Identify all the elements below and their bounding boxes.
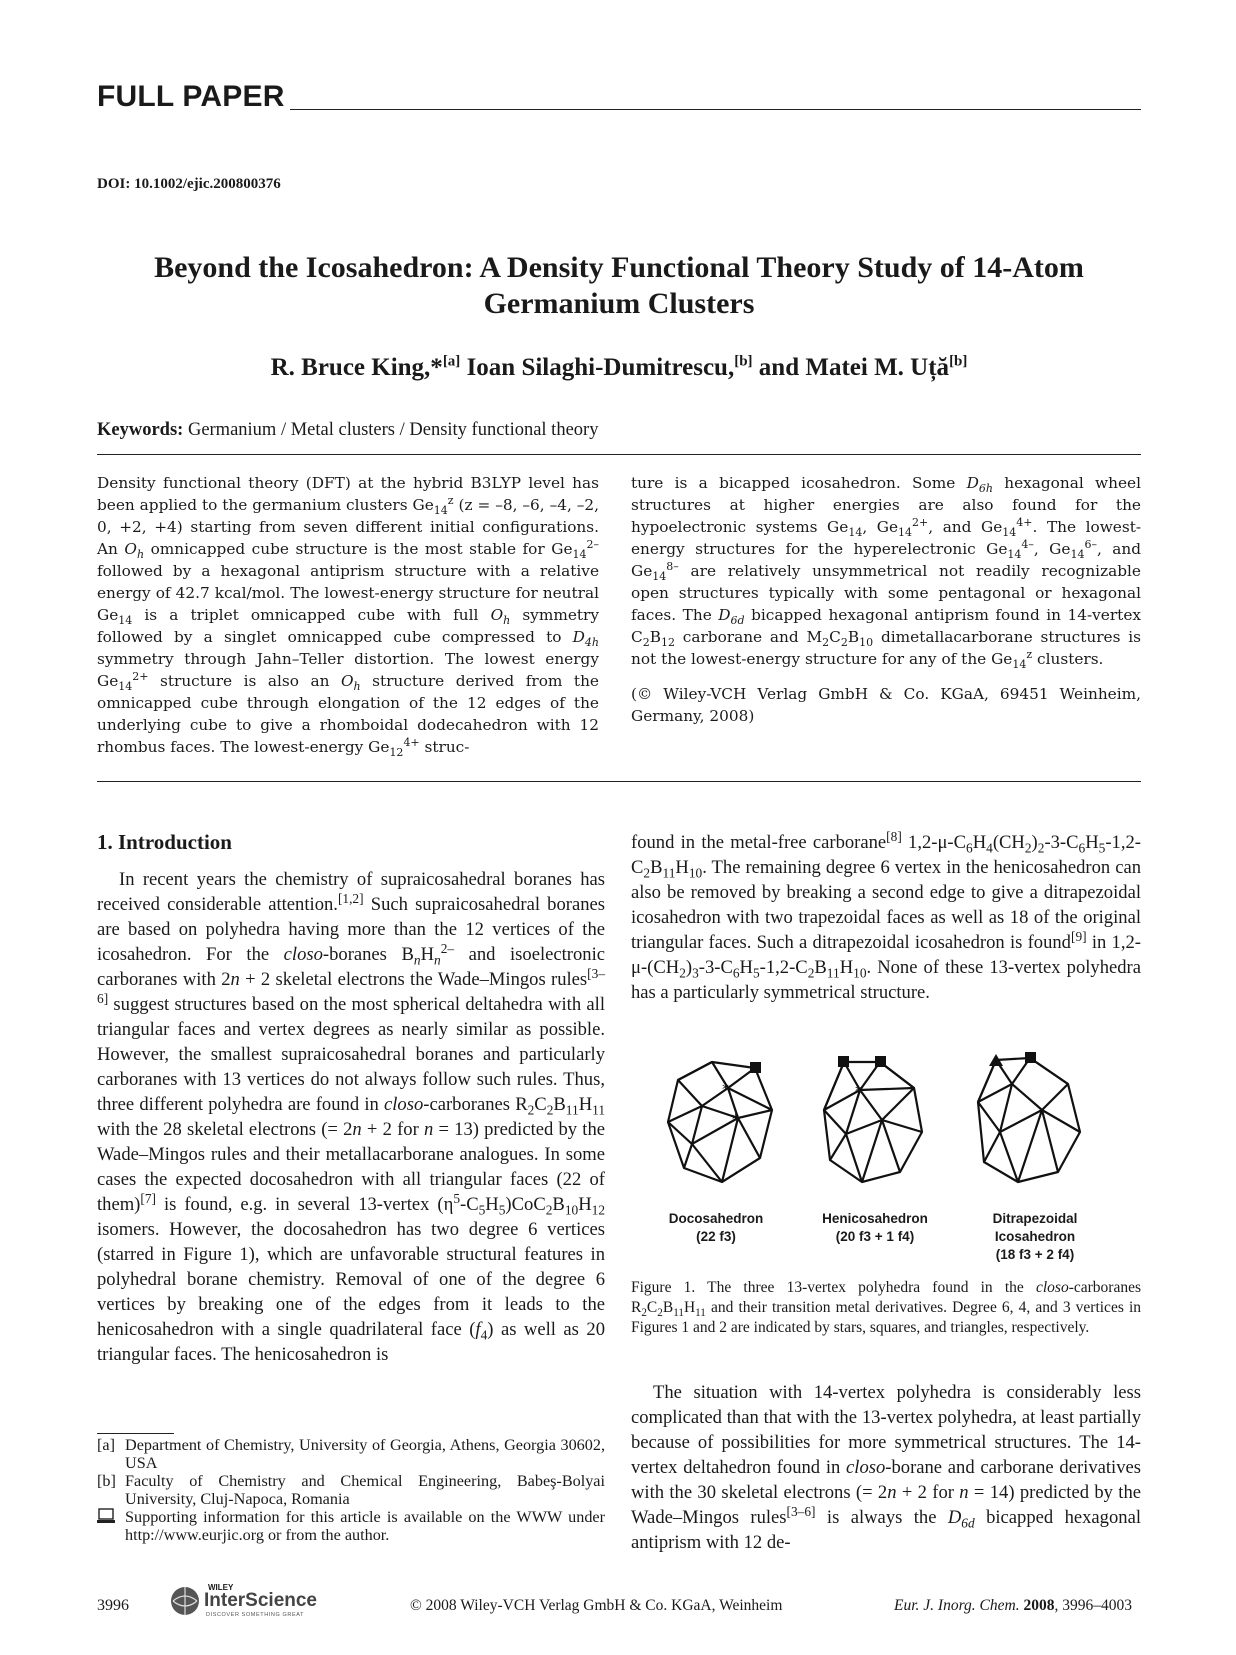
article-title: Beyond the Icosahedron: A Density Functional Theory Study of 14-Atom Germanium Clusters [154, 251, 1084, 320]
intro-column-right-top: found in the metal-free carborane[8] $1,2-\mu-C_6H_4(CH_2)_2-3-C_6H_5-1,2-C_2B_{11}H_{10}$. The remaining degree 6 vertex in the henicosahedron can also be removed by breaking a second edge to give a ditrapezoidal icosahedron with two trapezoidal faces as well as 18 of the original triangular faces. Such a ditrapezoidal icosahedron is found[9] in $1,2-\mu-(CH_2)_3-3-C_6H_5-1,2-C_2B_{11}H_{10}$. None of these 13-vertex polyhedra has a particularly symmetrical structure. [631, 828, 1141, 1003]
computer-icon [97, 1508, 125, 1544]
footnotes [97, 1436, 605, 1544]
figure-label: Docosahedron (22 f3) [660, 1210, 772, 1246]
footnote [97, 1508, 605, 1544]
footnote [97, 1472, 605, 1508]
keywords [97, 420, 598, 441]
polyhedra-drawing [660, 1040, 1140, 1200]
journal-name: Eur. J. Inorg. Chem. [894, 1597, 1020, 1614]
footnote-text: Department of Chemistry, University of Georgia, Athens, Georgia 30602, USA [125, 1436, 605, 1472]
square-marker [838, 1056, 849, 1067]
globe-icon [168, 1583, 202, 1617]
abstract-column-left: Density functional theory (DFT) at the hybrid B3LYP level has been applied to the germanium clusters $Ge_{14}^z$ (z = –8, –6, –4, –2, 0, +2, +4) starting from seven different initial configurations. An $O_h$ omnicapped cube structure is the most stable for $Ge_{14}^{2-}$ followed by a hexagonal antiprism structure with a relative energy of 42.7 kcal/mol. The lowest-energy structure for neutral $Ge_{14}$ is a triplet omnicapped cube with full $O_h$ symmetry followed by a singlet omnicapped cube compressed to $D_{4h}$ symmetry through Jahn–Teller distortion. The lowest energy $Ge_{14}^{2+}$ structure is also an $O_h$ structure derived from the omnicapped cube through elongation of the 12 edges of the underlying cube to give a rhomboidal dodecahedron with 12 rhombus faces. The lowest-energy $Ge_{12}^{4+}$ struc- [97, 474, 599, 760]
figure-label: Henicosahedron (20 f3 + 1 f4) [800, 1210, 950, 1246]
footnote-text: Supporting information for this article is available on the WWW under http://www.eurjic.org or from the author. [125, 1508, 605, 1544]
affiliation-mark: [b] [734, 353, 753, 370]
affiliation-mark: [b] [949, 353, 968, 370]
star-marker: * [732, 1112, 739, 1128]
intro-column-right-bottom: The situation with 14-vertex polyhedra is considerably less complicated than that with the 13-vertex polyhedra, at least partially because of possibilities for more symmetrical structures. The 14-vertex deltahedron found in closo-borane and carborane derivatives with the 30 skeletal electrons (= 2n + 2 for n = 14) predicted by the Wade–Mingos rules[3–6] is always the $D_{6d}$ bicapped hexagonal antiprism with 12 de- [631, 1382, 1141, 1553]
figure-caption: Figure 1. The three 13-vertex polyhedra found in the closo-carboranes $R_2C_2B_{11}H_{11}$ and their transition metal derivatives. Degree 6, 4, and 3 vertices in Figures 1 and 2 are indicated by stars, squares, and triangles, respectively. [631, 1279, 1141, 1336]
author-name: Ioan Silaghi-Dumitrescu, [466, 354, 735, 381]
footnote-mark: [b] [97, 1472, 116, 1490]
author-name: Matei M. Uță [805, 354, 950, 381]
section-heading: 1. Introduction [97, 830, 232, 854]
footnote [97, 1436, 605, 1472]
logo-top: WILEY [208, 1583, 234, 1592]
keywords-label: Keywords: [97, 420, 184, 440]
star-marker: * [855, 1084, 862, 1100]
face-count: (18 f3 + 2 f4) [995, 1247, 1075, 1262]
journal-year: 2008 [1023, 1597, 1055, 1614]
square-marker [875, 1056, 886, 1067]
interscience-logo [168, 1583, 338, 1619]
star-markers [722, 1082, 862, 1128]
copyright: © 2008 Wiley-VCH Verlag GmbH & Co. KGaA, Weinheim [410, 1597, 783, 1614]
intro-column-left: In recent years the chemistry of supraicosahedral boranes has received considerable attention.[1,2] Such supraicosahedral boranes are based on polyhedra having more than the 12 vertices of the icosahedron. For the closo-boranes $B_nH_n^{2-}$ and isoelectronic carboranes with 2n + 2 skeletal electrons the Wade–Mingos rules[3–6] suggest structures based on the most spherical deltahedra with all triangular faces and vertex degrees as nearly similar as possible. However, the smallest supraicosahedral boranes and particularly carboranes with 13 vertices do not always follow such rules. Thus, three different polyhedra are found in closo-carboranes $R_2C_2B_{11}H_{11}$ with the 28 skeletal electrons (= 2n + 2 for n = 13) predicted by the Wade–Mingos rules and their metallacarborane analogues. In some cases the expected docosahedron with all triangular faces (22 of them)[7] is found, e.g. in several 13-vertex $(\eta^5-C_5H_5)CoC_2B_{10}H_{12}$ isomers. However, the docosahedron has two degree 6 vertices (starred in Figure 1), which are unfavorable structural features in polyhedral borane chemistry. Removal of one of the degree 6 vertices by breaking one of the edges from it leads to the henicosahedron with a single quadrilateral face $(f_4)$ as well as 20 triangular faces. The henicosahedron is [97, 869, 606, 1365]
henicosahedron-diagram [824, 1062, 922, 1182]
footnote-rule [97, 1433, 174, 1434]
abstract-rule [97, 781, 1141, 782]
affiliation-mark: [a] [442, 353, 461, 370]
star-marker: * [722, 1082, 729, 1098]
abstract-copyright: (© Wiley-VCH Verlag GmbH & Co. KGaA, 69451 Weinheim, Germany, 2008) [631, 685, 1141, 725]
author-conjunction: and [758, 354, 800, 381]
square-marker [750, 1062, 761, 1073]
footnote-text: Faculty of Chemistry and Chemical Engineering, Babeş-Bolyai University, Cluj-Napoca, Romania [125, 1472, 605, 1508]
vertex-markers [750, 1052, 1036, 1073]
journal-pages: , 3996–4003 [1054, 1597, 1132, 1614]
face-count: (20 f3 + 1 f4) [835, 1229, 915, 1244]
logo-main: InterScience [204, 1590, 317, 1611]
docosahedron-diagram [668, 1062, 772, 1182]
author-name: R. Bruce King,* [270, 354, 443, 381]
journal-citation [894, 1597, 1132, 1615]
keywords-text: Germanium / Metal clusters / Density functional theory [187, 420, 599, 440]
square-marker [1025, 1052, 1036, 1063]
header-rule [290, 109, 1141, 110]
page-number: 3996 [97, 1597, 129, 1614]
logo-tagline: DISCOVER SOMETHING GREAT [206, 1612, 305, 1618]
footnote-mark: [a] [97, 1436, 115, 1454]
keywords-rule [97, 454, 1141, 455]
doi: DOI: 10.1002/ejic.200800376 [97, 176, 281, 192]
figure-1 [660, 1040, 1140, 1270]
figure-label: Ditrapezoidal Icosahedron (18 f3 + 2 f4) [960, 1210, 1110, 1264]
abstract-column-right: ture is a bicapped icosahedron. Some $D_{6h}$ hexagonal wheel structures at higher energies are also found for the hypoelectronic systems $Ge_{14}$, $Ge_{14}^{2+}$, and $Ge_{14}^{4+}$. The lowest-energy structures for the hyperelectronic $Ge_{14}^{4-}$, $Ge_{14}^{6-}$, and $Ge_{14}^{8-}$ are relatively unsymmetrical not readily recognizable open structures typically with some pentagonal or hexagonal faces. The $D_{6d}$ bicapped hexagonal antiprism found in 14-vertex $C_2B_{12}$ carborane and $M_2C_2B_{10}$ dimetallacarborane structures is not the lowest-energy structure for any of the $Ge_{14}^z$ clusters. (© Wiley-VCH Verlag GmbH & Co. KGaA, 69451 Weinheim, Germany, 2008) [631, 474, 1142, 725]
section-label: FULL PAPER [97, 80, 285, 113]
author-list [97, 354, 1141, 382]
ditrapezoidal-icosahedron-diagram [978, 1058, 1080, 1182]
face-count: (22 f3) [696, 1229, 736, 1244]
